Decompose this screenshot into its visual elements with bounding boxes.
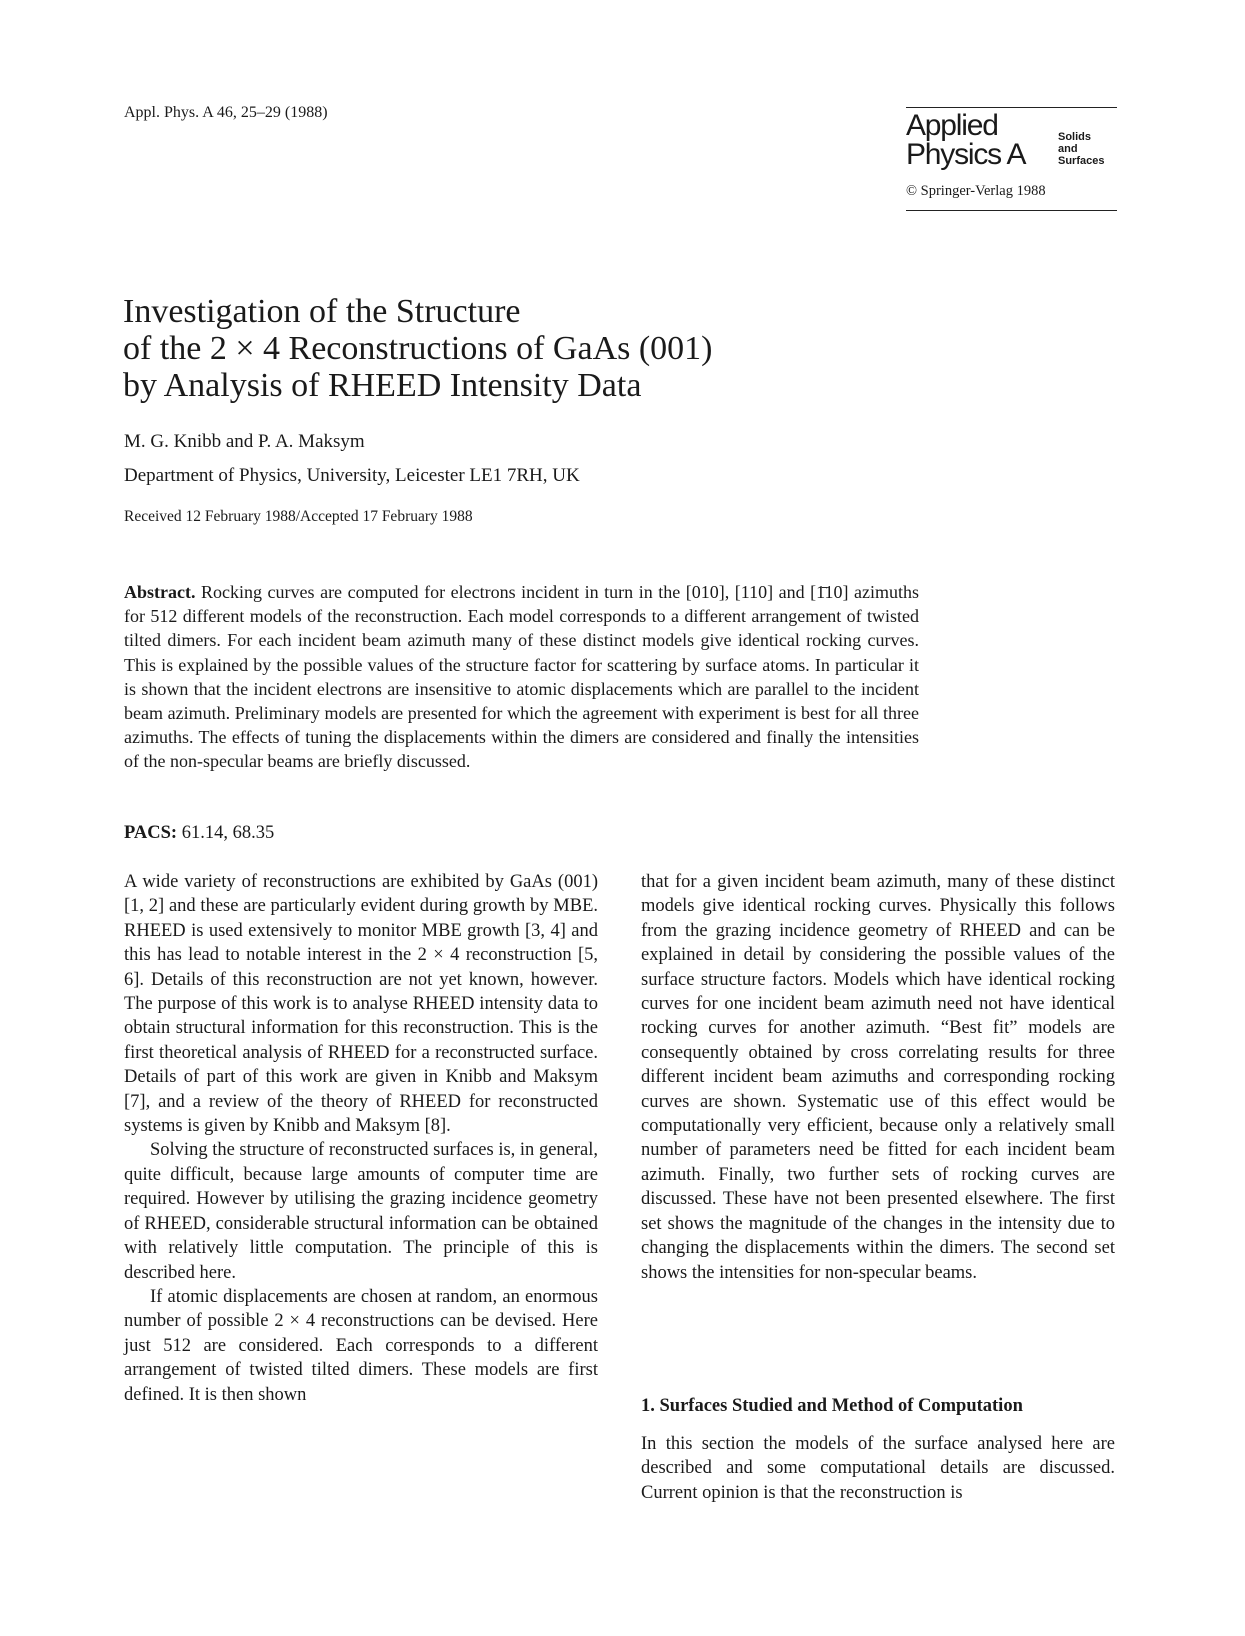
logo-bottom-rule (906, 210, 1117, 211)
pacs-label: PACS: (124, 823, 178, 843)
section1-body (641, 1432, 1115, 1505)
abstract-label: Abstract. (124, 582, 196, 602)
journal-section-word: Surfaces (1058, 155, 1105, 167)
body-paragraph: that for a given incident beam azimuth, many of these distinct models give identical rocking curves. Physically this follows from the grazing incidence geometry of RHEED and can be explained in detail by considering the possible values of the surface structure factors. Models which have identical rocking curves for one incident beam azimuth need not have identical rocking curves for another azimuth. “Best fit” models are consequently obtained by cross correlating results for three different incident beam azimuths and corresponding rocking curves are shown. Systematic use of this effect would be computationally very efficient, because only a relatively small number of parameters need be fitted for each incident beam azimuth. Finally, two further sets of rocking curves are discussed. These have not been presented elsewhere. The first set shows the magnitude of the changes in the intensity due to changing the displacements within the dimers. The second set shows the intensities for non-specular beams. (641, 872, 1115, 1283)
body-paragraph: If atomic displacements are chosen at random, an enormous number of possible 2 × 4 reconstructions can be devised. Here just 512 are considered. Each corresponds to a different arrangement of twisted tilted dimers. These models are first defined. It is then shown (124, 1286, 598, 1405)
abstract (124, 580, 919, 774)
abstract-text: Rocking curves are computed for electrons incident in turn in the [010], [110] and [1̄10] azimuths for 512 different models of the reconstruction. Each model corresponds to a different arrangement of twisted tilted dimers. For each incident beam azimuth many of these distinct models give identical rocking curves. This is explained by the possible values of the structure factor for scattering by surface atoms. In particular it is shown that the incident electrons are insensitive to atomic displacements which are parallel to the incident beam azimuth. Preliminary models are presented for which the agreement with experiment is best for all three azimuths. The effects of tuning the displacements within the dimers are considered and finally the intensities of the non-specular beams are briefly discussed. (124, 582, 920, 772)
journal-section-word: and (1058, 143, 1078, 155)
received-dates: Received 12 February 1988/Accepted 17 February 1988 (124, 508, 473, 525)
journal-name-line2: Physics A (906, 138, 1026, 171)
pacs-codes (124, 823, 274, 844)
body-right-column (641, 870, 1115, 1285)
body-paragraph: In this section the models of the surface analysed here are described and some computational details are discussed. Current opinion is that the reconstruction is (641, 1434, 1115, 1503)
logo-top-rule (906, 107, 1117, 108)
title-line: of the 2 × 4 Reconstructions of GaAs (001) (123, 330, 713, 367)
article-title (123, 293, 843, 404)
affiliation: Department of Physics, University, Leicester LE1 7RH, UK (124, 465, 580, 486)
body-left-column (124, 870, 598, 1407)
title-line: Investigation of the Structure (123, 293, 521, 330)
journal-section-word: Solids (1058, 131, 1092, 143)
pacs-value: 61.14, 68.35 (181, 823, 275, 843)
publisher-copyright: © Springer-Verlag 1988 (906, 183, 1046, 199)
body-paragraph: A wide variety of reconstructions are exhibited by GaAs (001) [1, 2] and these are particularly evident during growth by MBE. RHEED is used extensively to monitor MBE growth [3, 4] and this has lead to notable interest in the 2 × 4 reconstruction [5, 6]. Details of this reconstruction are not yet known, however. The purpose of this work is to analyse RHEED intensity data to obtain structural information for this reconstruction. This is the first theoretical analysis of RHEED for a reconstructed surface. Details of part of this work are given in Knibb and Maksym [7], and a review of the theory of RHEED for reconstructed systems is given by Knibb and Maksym [8]. (124, 872, 598, 1137)
authors: M. G. Knibb and P. A. Maksym (124, 431, 365, 452)
journal-name-line1: Applied (906, 109, 998, 142)
section-heading: 1. Surfaces Studied and Method of Computation (641, 1396, 1023, 1416)
journal-section (1058, 131, 1118, 167)
journal-logo-box (906, 107, 1117, 211)
journal-citation: Appl. Phys. A 46, 25–29 (1988) (124, 104, 328, 121)
title-line: by Analysis of RHEED Intensity Data (123, 367, 642, 404)
body-paragraph: Solving the structure of reconstructed surfaces is, in general, quite difficult, because large amounts of computer time are required. However by utilising the grazing incidence geometry of RHEED, considerable structural information can be obtained with relatively little computation. The principle of this is described here. (124, 1140, 598, 1283)
journal-name (906, 111, 1066, 169)
